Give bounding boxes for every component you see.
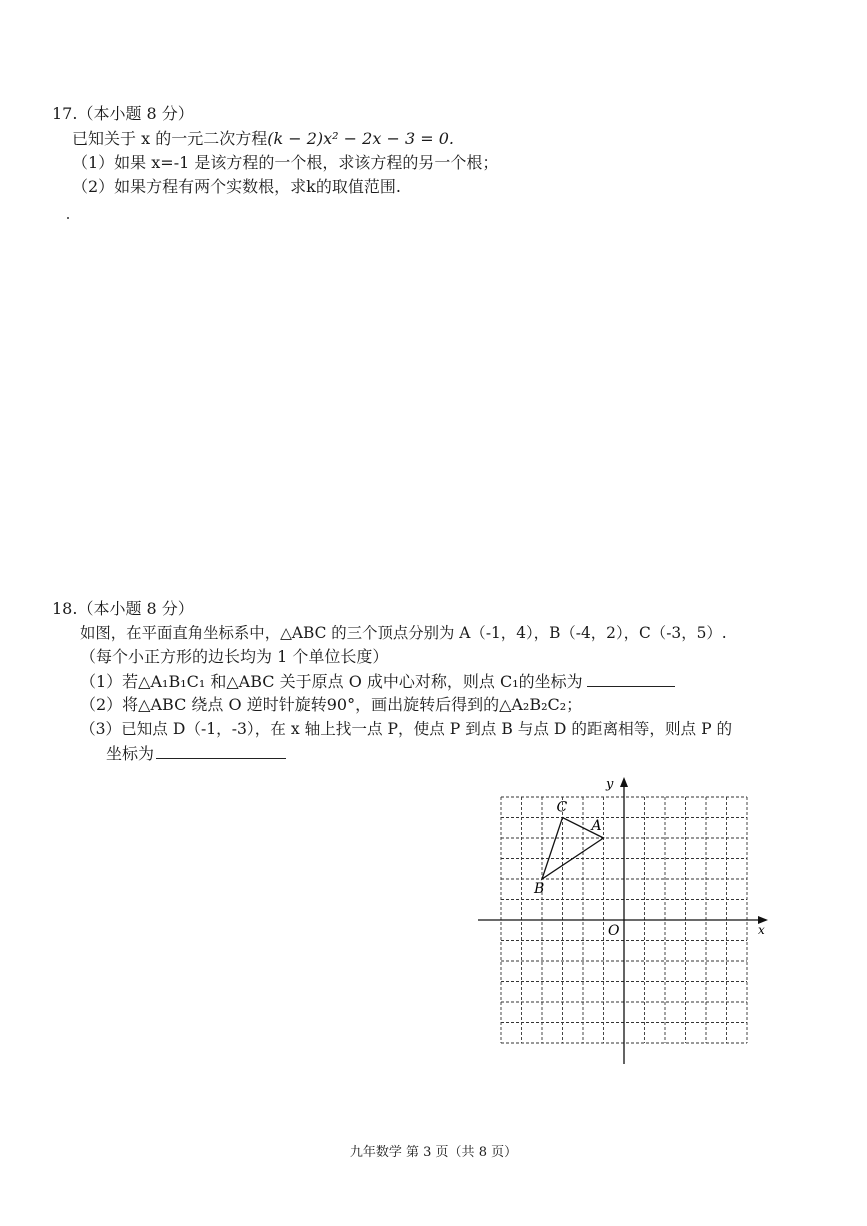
q17-equation: (k − 2)x² − 2x − 3 = 0.: [267, 129, 454, 148]
y-axis-label: y: [606, 777, 614, 792]
q18-header: 18.（本小题 8 分）: [52, 599, 194, 618]
y-axis-arrow: [620, 777, 628, 787]
q17-stem-prefix: 已知关于 x 的一元二次方程: [72, 129, 268, 148]
axes: [478, 777, 768, 1064]
q17-part2: （2）如果方程有两个实数根，求k的取值范围.: [72, 177, 401, 196]
q17-header: 17.（本小题 8 分）: [52, 104, 194, 123]
q18-part3-line1: （3）已知点 D（-1，-3），在 x 轴上找一点 P，使点 P 到点 B 与点 D 的距离相等，则点 P 的: [80, 720, 733, 738]
coordinate-grid-figure: [478, 774, 770, 1064]
page-footer: 九年数学 第 3 页（共 8 页）: [349, 1145, 518, 1160]
stray-mark: [67, 217, 69, 219]
q18-part1: [80, 670, 675, 693]
q18-part3-line2: [106, 742, 286, 765]
point-label-b: B: [534, 881, 545, 897]
c1-answer-blank[interactable]: [587, 670, 675, 687]
q18-part1-text: （1）若△A₁B₁C₁ 和△ABC 关于原点 O 成中心对称，则点 C₁的坐标为: [80, 672, 583, 691]
q17-stem: [72, 128, 454, 150]
point-labels: [533, 800, 602, 898]
q18-part3-label: 坐标为: [106, 744, 155, 763]
q18-note: （每个小正方形的边长均为 1 个单位长度）: [80, 647, 389, 666]
point-label-a: A: [591, 818, 602, 834]
x-axis-label: x: [758, 923, 765, 937]
origin-label: O: [608, 923, 620, 939]
q18-stem: 如图，在平面直角坐标系中，△ABC 的三个顶点分别为 A（-1，4），B（-4，2），C（-3，5）.: [80, 624, 727, 642]
point-label-c: C: [556, 799, 568, 816]
q17-part1: （1）如果 x=-1 是该方程的一个根，求该方程的另一个根；: [72, 153, 499, 172]
p-answer-blank[interactable]: [156, 742, 286, 759]
q18-part2: （2）将△ABC 绕点 O 逆时针旋转90°，画出旋转后得到的△A₂B₂C₂；: [80, 695, 583, 714]
